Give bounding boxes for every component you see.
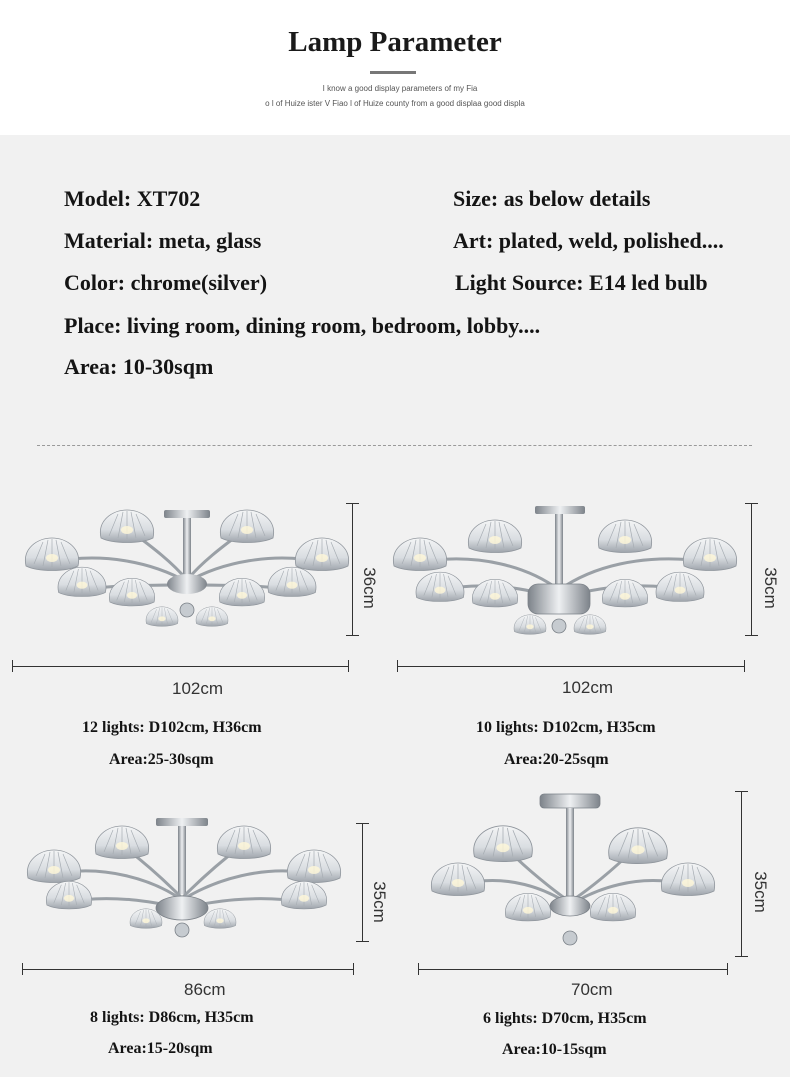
- product-title: 8 lights: D86cm, H35cm: [90, 1009, 254, 1026]
- spec-size: Size: as below details: [453, 186, 651, 211]
- spec-material: Material: meta, glass: [64, 228, 262, 253]
- lamp-8-lights-image: [14, 812, 354, 952]
- product-title: 12 lights: D102cm, H36cm: [82, 719, 262, 736]
- width-dimension-line: [397, 666, 745, 667]
- product-title: 10 lights: D102cm, H35cm: [476, 719, 656, 736]
- subtitle-line-1: I know a good display parameters of my Fia: [322, 84, 478, 93]
- section-divider: [37, 445, 752, 446]
- title-underline: [370, 71, 416, 74]
- spec-area: Area: 10-30sqm: [64, 354, 214, 379]
- lamp-10-lights-image: [380, 500, 750, 650]
- spec-art: Art: plated, weld, polished....: [453, 228, 724, 253]
- spec-model: Model: XT702: [64, 186, 201, 211]
- width-label: 102cm: [172, 679, 224, 698]
- lamp-12-lights-image: [12, 492, 352, 642]
- height-label: 36cm: [359, 567, 379, 609]
- height-label: 35cm: [369, 881, 389, 923]
- width-label: 70cm: [571, 980, 613, 999]
- lamp-6-lights-image: [418, 790, 728, 960]
- spec-place: Place: living room, dining room, bedroom, lobby....: [64, 313, 541, 338]
- spec-light-source: Light Source: E14 led bulb: [455, 270, 708, 295]
- width-dimension-line: [22, 969, 354, 970]
- page-title: Lamp Parameter: [288, 26, 502, 58]
- height-label: 35cm: [760, 567, 780, 609]
- width-dimension-line: [12, 666, 349, 667]
- product-area: Area:10-15sqm: [502, 1041, 607, 1058]
- width-label: 86cm: [184, 980, 226, 999]
- header-banner: [0, 0, 790, 135]
- height-label: 35cm: [750, 871, 770, 913]
- height-dimension-line: [362, 823, 363, 941]
- product-title: 6 lights: D70cm, H35cm: [483, 1010, 647, 1027]
- height-dimension-line: [751, 503, 752, 635]
- width-dimension-line: [418, 969, 728, 970]
- height-dimension-line: [352, 503, 353, 635]
- height-dimension-line: [741, 791, 742, 956]
- subtitle-line-2: o l of Huize ister V Fiao l of Huize county from a good displaa good displa: [265, 99, 525, 108]
- product-area: Area:25-30sqm: [109, 751, 214, 768]
- product-area: Area:20-25sqm: [504, 751, 609, 768]
- product-area: Area:15-20sqm: [108, 1040, 213, 1057]
- width-label: 102cm: [562, 678, 614, 697]
- spec-color: Color: chrome(silver): [64, 270, 268, 295]
